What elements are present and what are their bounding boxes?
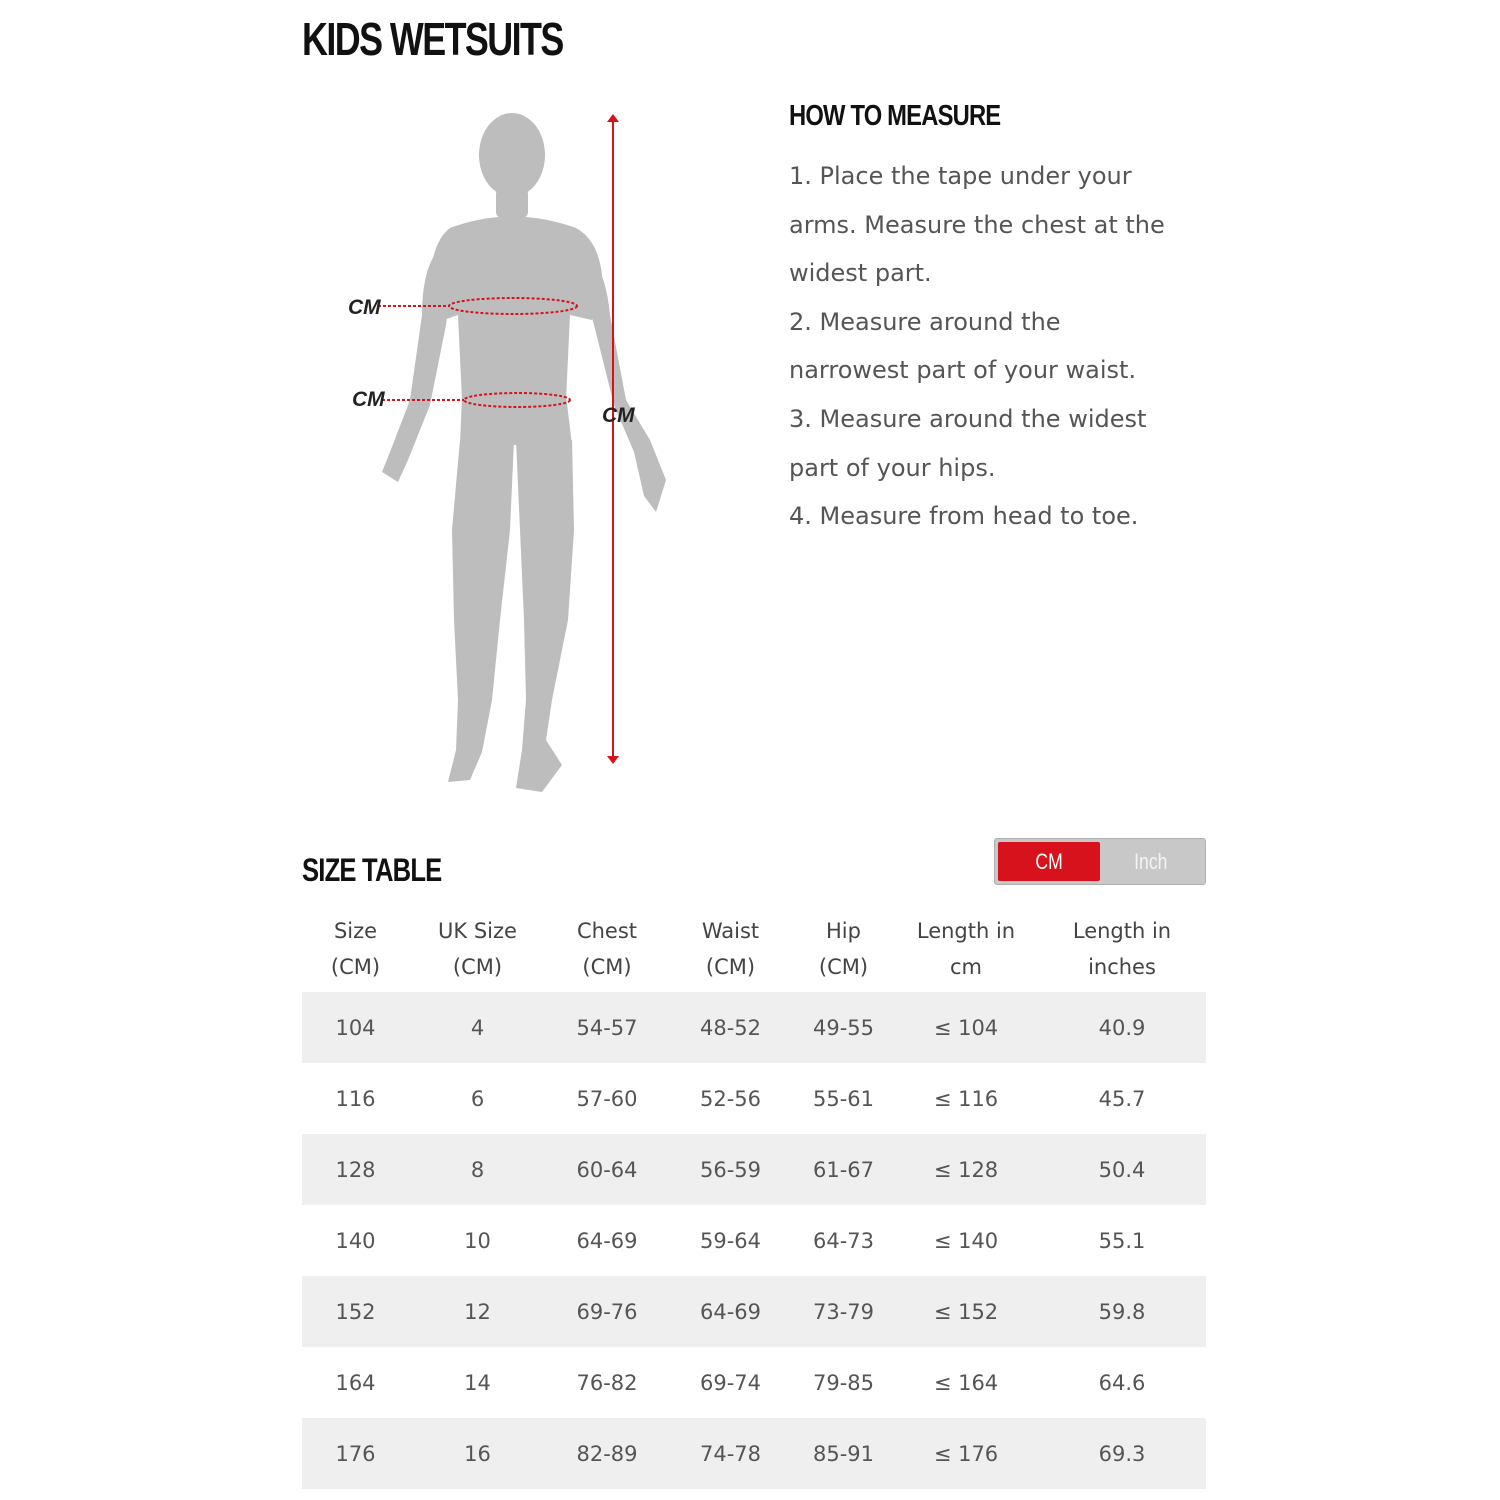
table-row (302, 992, 1206, 1063)
cell-size: 128 (302, 1134, 409, 1205)
measure-line: 2. Measure around the (789, 307, 1061, 336)
height-arrow-top-icon (607, 114, 619, 122)
how-to-measure-heading: HOW TO MEASURE (789, 100, 1001, 132)
cell-chest: 64-69 (576, 1228, 638, 1253)
cell-length-cm: ≤ 104 (894, 992, 1038, 1063)
table-row (302, 1063, 1206, 1134)
cell-chest: 69-76 (546, 1276, 668, 1347)
cell-hip: 64-73 (812, 1228, 875, 1253)
cell-size: 164 (335, 1370, 376, 1395)
unit-inch-button[interactable] (1100, 842, 1202, 881)
column-header-size: Size (CM) (330, 918, 381, 979)
cell-length-inches: 55.1 (1098, 1228, 1146, 1253)
cell-length-cm: ≤ 164 (933, 1370, 999, 1395)
cell-uk-size: 16 (409, 1418, 546, 1489)
column-header-hip: Hip (CM) (818, 918, 869, 979)
table-row (302, 1347, 1206, 1418)
column-header-length-cm: Length in cm (916, 918, 1016, 979)
cell-uk-size: 8 (409, 1134, 546, 1205)
cell-length-cm: ≤ 128 (894, 1134, 1038, 1205)
cell-size: 176 (302, 1418, 409, 1489)
page-title: KIDS WETSUITS (302, 13, 563, 65)
table-row (302, 1418, 1206, 1489)
cell-hip: 55-61 (812, 1086, 875, 1111)
cell-chest: 54-57 (546, 992, 668, 1063)
cell-hip: 61-67 (793, 1134, 894, 1205)
cell-waist: 69-74 (699, 1370, 762, 1395)
size-table (302, 905, 1206, 1489)
size-table-heading: SIZE TABLE (302, 852, 442, 888)
cell-hip: 79-85 (812, 1370, 875, 1395)
measure-line: 1. Place the tape under your (789, 162, 1132, 190)
cell-chest: 82-89 (546, 1418, 668, 1489)
cell-length-cm: ≤ 116 (933, 1086, 999, 1111)
unit-cm-label: CM (1035, 848, 1063, 874)
cell-uk-size: 12 (409, 1276, 546, 1347)
waist-label: CM (352, 388, 385, 411)
cell-length-cm: ≤ 152 (894, 1276, 1038, 1347)
column-header-uk-size: UK Size (CM) (438, 918, 517, 979)
table-row (302, 1276, 1206, 1347)
height-arrow-bottom-icon (607, 756, 619, 764)
table-row (302, 1134, 1206, 1205)
column-header-length-inches: Length in inches (1072, 918, 1172, 979)
cell-length-cm: ≤ 140 (933, 1228, 999, 1253)
measure-line: widest part. (789, 259, 932, 288)
cell-uk-size: 14 (464, 1370, 491, 1395)
measure-steps (789, 152, 1229, 541)
table-row (302, 1205, 1206, 1276)
measure-line: narrowest part of your waist. (789, 356, 1137, 385)
unit-inch-label: Inch (1134, 848, 1168, 874)
unit-cm-button[interactable] (998, 842, 1100, 881)
cell-size: 104 (302, 992, 409, 1063)
measure-line: 3. Measure around the widest (789, 404, 1147, 433)
cell-waist: 52-56 (699, 1086, 762, 1111)
cell-waist: 64-69 (668, 1276, 793, 1347)
cell-waist: 59-64 (699, 1228, 762, 1253)
cell-waist: 48-52 (668, 992, 793, 1063)
cell-uk-size: 6 (470, 1086, 485, 1111)
human-silhouette (382, 113, 666, 792)
cell-waist: 56-59 (668, 1134, 793, 1205)
cell-uk-size: 10 (464, 1228, 491, 1253)
cell-length-inches: 59.8 (1038, 1276, 1206, 1347)
cell-length-cm: ≤ 176 (894, 1418, 1038, 1489)
cell-hip: 85-91 (793, 1418, 894, 1489)
cell-uk-size: 4 (409, 992, 546, 1063)
chest-label: CM (348, 296, 381, 319)
cell-size: 116 (335, 1086, 376, 1111)
measure-line: part of your hips. (789, 453, 996, 482)
cell-length-inches: 64.6 (1098, 1370, 1146, 1395)
cell-chest: 60-64 (546, 1134, 668, 1205)
measure-line: arms. Measure the chest at the (789, 210, 1165, 239)
measure-line: 4. Measure from head to toe. (789, 502, 1139, 531)
column-header-chest: Chest (CM) (576, 918, 638, 979)
cell-hip: 49-55 (793, 992, 894, 1063)
column-header-waist: Waist (CM) (701, 918, 760, 979)
cell-length-inches: 69.3 (1038, 1418, 1206, 1489)
cell-chest: 76-82 (576, 1370, 638, 1395)
body-measurement-figure (330, 100, 690, 810)
cell-hip: 73-79 (793, 1276, 894, 1347)
cell-length-inches: 40.9 (1038, 992, 1206, 1063)
table-header-row (302, 905, 1206, 992)
cell-size: 140 (335, 1228, 376, 1253)
cell-length-inches: 50.4 (1038, 1134, 1206, 1205)
how-to-measure-section (789, 100, 1229, 541)
unit-toggle (994, 838, 1206, 885)
cell-size: 152 (302, 1276, 409, 1347)
cell-length-inches: 45.7 (1098, 1086, 1146, 1111)
height-label: CM (602, 404, 635, 427)
cell-waist: 74-78 (668, 1418, 793, 1489)
cell-chest: 57-60 (576, 1086, 638, 1111)
